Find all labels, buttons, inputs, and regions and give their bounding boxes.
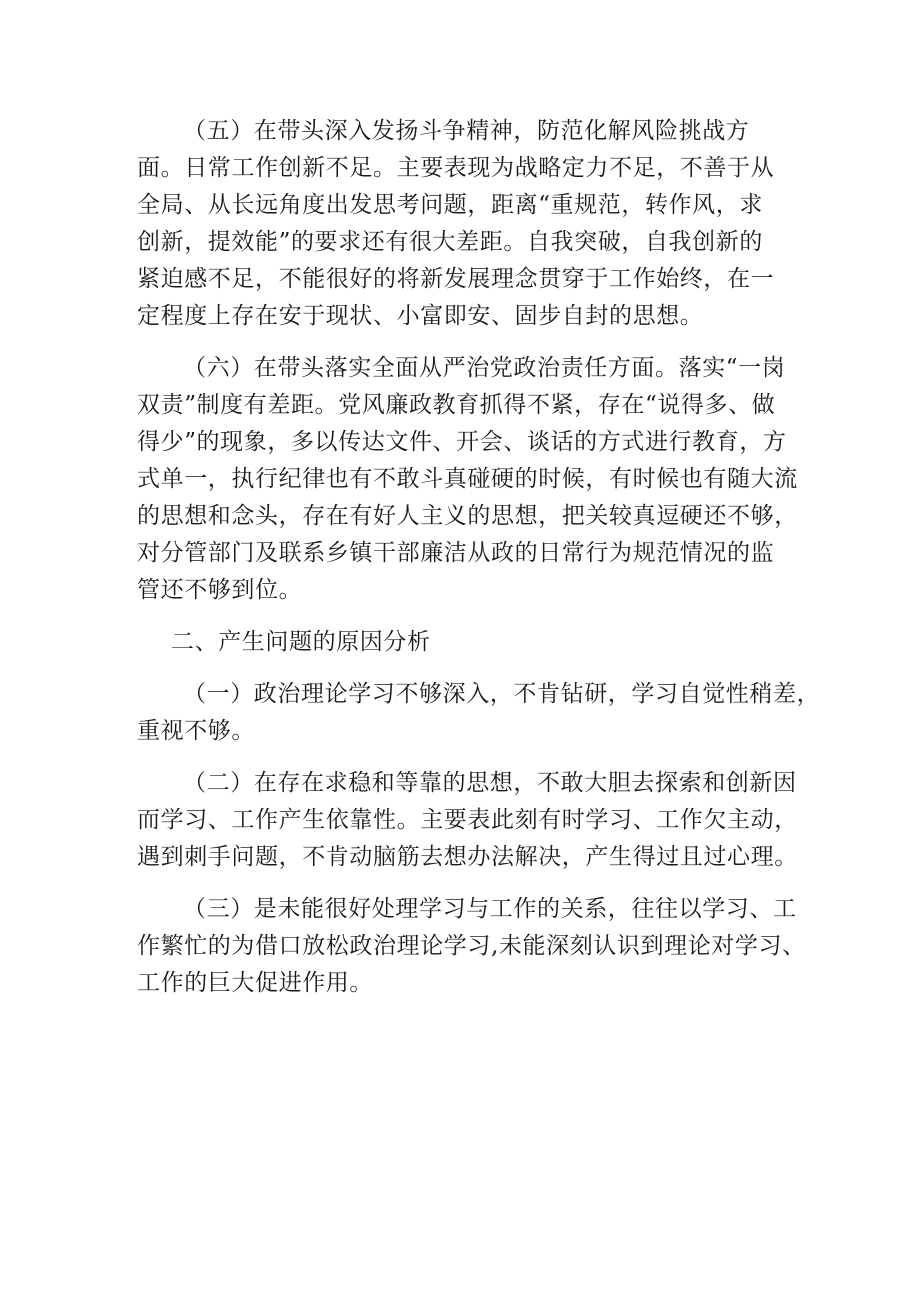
paragraph-five bbox=[137, 113, 802, 335]
heading-text: 二、产生问题的原因分析 bbox=[171, 629, 431, 655]
document-body bbox=[137, 113, 821, 1002]
text-line: 而学习、工作产生依靠性。主要表此刻有时学习、工作欠主动， bbox=[137, 807, 798, 833]
text-line: 面。日常工作创新不足。主要表现为战略定力不足，不善于从 bbox=[137, 155, 775, 181]
reason-three bbox=[137, 891, 806, 1002]
text-line: （三）是未能很好处理学习与工作的关系，往往以学习、工 bbox=[183, 896, 797, 922]
text-line: 作繁忙的为借口放松政治理论学习,未能深刻认识到理论对学习、 bbox=[137, 933, 806, 959]
section-heading bbox=[137, 624, 802, 661]
text-line: 全局、从长远角度出发思考问题，距离“重规范，转作风，求 bbox=[137, 192, 763, 218]
text-line: 得少”的现象，多以传达文件、开会、谈话的方式进行教育，方 bbox=[137, 429, 787, 455]
text-line: 重视不够。 bbox=[137, 718, 255, 744]
reason-two bbox=[137, 765, 802, 876]
paragraph-six bbox=[137, 350, 802, 609]
text-line: 对分管部门及联系乡镇干部廉洁从政的日常行为规范情况的监 bbox=[137, 540, 775, 566]
text-line: 双责”制度有差距。党风廉政教育抓得不紧，存在“说得多、做 bbox=[137, 392, 776, 418]
text-line: 创新，提效能”的要求还有很大差距。自我突破，自我创新的 bbox=[137, 229, 763, 255]
text-line: （二）在存在求稳和等靠的思想，不敢大胆去探索和创新因 bbox=[183, 770, 797, 796]
reason-one bbox=[137, 676, 821, 750]
text-line: 定程度上存在安于现状、小富即安、固步自封的思想。 bbox=[137, 303, 704, 329]
text-line: （六）在带头落实全面从严治党政治责任方面。落实“一岗 bbox=[183, 355, 786, 381]
text-line: 紧迫感不足，不能很好的将新发展理念贯穿于工作始终，在一 bbox=[137, 266, 775, 292]
text-line: （五）在带头深入发扬斗争精神，防范化解风险挑战方 bbox=[183, 118, 750, 144]
text-line: 遇到刺手问题，不肯动脑筋去想办法解决，产生得过且过心理。 bbox=[137, 844, 798, 870]
text-line: 式单一，执行纪律也有不敢斗真碰硬的时候，有时候也有随大流 bbox=[137, 466, 798, 492]
text-line: 管还不够到位。 bbox=[137, 577, 303, 603]
text-line: 的思想和念头，存在有好人主义的思想，把关较真逗硬还不够， bbox=[137, 503, 798, 529]
text-line: （一）政治理论学习不够深入，不肯钻研，学习自觉性稍差， bbox=[183, 681, 821, 707]
text-line: 工作的巨大促进作用。 bbox=[137, 970, 373, 996]
